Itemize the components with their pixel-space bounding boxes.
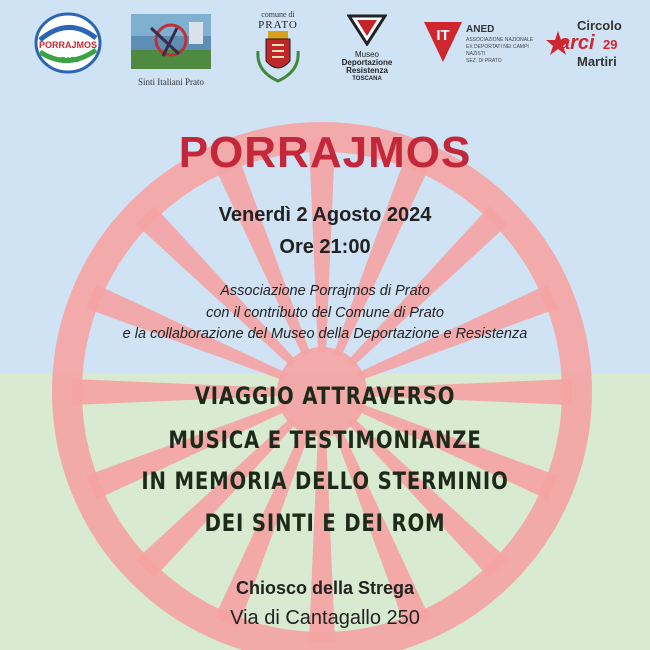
arci-circolo-logo: [545, 18, 635, 72]
headline-line: VIAGGIO ATTRAVERSO: [194, 382, 456, 410]
venue-name: Chiosco della Strega: [235, 578, 415, 598]
porrajmos-logo: [34, 12, 102, 74]
event-date: Venerdì 2 Agosto 2024: [218, 204, 432, 226]
museo-deportazione-logo: [340, 14, 394, 84]
event-time: Ore 21:00: [279, 236, 371, 258]
aned-logo: [424, 22, 534, 70]
arci-number: 29: [603, 37, 618, 52]
sponsor-logos: [0, 0, 650, 95]
sinti-italiani-logo: [126, 14, 216, 88]
svg-text:IT: IT: [436, 27, 450, 44]
museo-line: Museo: [354, 50, 379, 59]
aned-line: ASSOCIAZIONE NAZIONALE: [466, 37, 534, 43]
headline-line: MUSICA E TESTIMONIANZE: [168, 426, 482, 454]
event-title: PORRAJMOS: [178, 128, 472, 177]
organizer-line: Associazione Porrajmos di Prato: [220, 283, 430, 299]
prato-coat-of-arms-icon: [256, 31, 300, 83]
organizer-line: con il contributo del Comune di Prato: [206, 305, 444, 321]
aned-subtitle: [466, 37, 534, 65]
comune-prato-logo: [252, 10, 304, 88]
organizer-line: e la collaborazione del Museo della Deportazione e Resistenza: [122, 326, 528, 342]
aned-line: SEZ. DI PRATO: [466, 58, 502, 64]
sinti-photo-icon: [131, 14, 211, 69]
museo-text: [340, 51, 394, 83]
aned-line: EX DEPORTATI NEI CAMPI NAZISTI: [466, 44, 529, 57]
headline-line: IN MEMORIA DELLO STERMINIO: [141, 467, 509, 495]
venue-address: Via di Cantagallo 250: [230, 607, 420, 629]
comune-city: PRATO: [258, 19, 298, 31]
sinti-caption: Sinti Italiani Prato: [138, 77, 204, 87]
museo-line: TOSCANA: [352, 76, 382, 82]
porrajmos-emblem-icon: [34, 12, 102, 74]
aned-triangle-icon: [424, 22, 462, 62]
svg-text:PORRAJMOS: PORRAJMOS: [38, 40, 98, 50]
triangle-emblem-icon: [347, 14, 387, 46]
arci-brand: arci: [559, 32, 595, 54]
arci-circolo-label: Circolo: [577, 18, 622, 33]
aned-name: ANED: [466, 24, 495, 35]
comune-label: comune di: [261, 10, 295, 19]
arci-martiri: Martiri: [577, 54, 617, 69]
museo-line: Deportazione: [341, 58, 393, 67]
museo-line: Resistenza: [346, 66, 388, 75]
headline-line: DEI SINTI E DEI ROM: [204, 509, 446, 537]
svg-text:PRATO: PRATO: [56, 57, 80, 64]
